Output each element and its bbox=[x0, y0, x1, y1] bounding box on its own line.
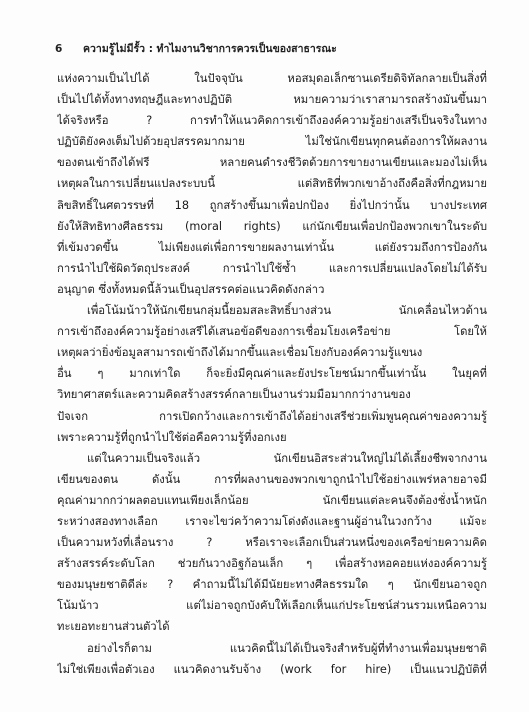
paragraph bbox=[57, 448, 487, 638]
text-line: ปัจเจก การเปิดกว้างและการเข้าถึงได้อย่างเสรีช่วยเพิ่มพูนคุณค่าของความรู้ bbox=[57, 409, 487, 423]
text-line: อื่น ๆ มากเท่าใด ก็จะยิ่งมีคุณค่าและยังประโยชน์มากขึ้นเท่านั้น ในยุคที่ bbox=[57, 367, 487, 381]
text-line: สร้างสรรค์ระดับโลก ช่วยกันวางอิฐก้อนเล็ก ๆ เพื่อสร้างหอคอยแห่งองค์ความรู้ bbox=[57, 557, 487, 571]
running-header bbox=[55, 40, 495, 56]
text-line: อย่างไรก็ตาม แนวคิดนี้ไม่ได้เป็นจริงสำหรับผู้ที่ทำงานเพื่อมนุษยชาติ bbox=[87, 641, 487, 655]
text-line: ไม่ใช่เพียงเพื่อตัวเอง แนวคิดงานรับจ้าง (work for hire) เป็นแนวปฏิบัติที่ bbox=[57, 662, 487, 676]
running-title: ความรู้ไม่มีรั้ว : ทำไมงานวิชาการควรเป็นของสาธารณะ bbox=[83, 43, 337, 55]
text-line: เพราะความรู้ที่ถูกนำไปใช้ต่อคือความรู้ที่งอกเงย bbox=[57, 430, 287, 444]
text-line: ที่เข้มงวดขึ้น ไม่เพียงแต่เพื่อการขายผลงานเท่านั้น แต่ยังรวมถึงการป้องกัน bbox=[57, 240, 487, 254]
paragraph bbox=[57, 68, 487, 300]
text-line: ลิขสิทธิ์ในศตวรรษที่ 18 ถูกสร้างขึ้นมาเพื่อปกป้อง ยิ่งไปกว่านั้น บางประเทศ bbox=[57, 198, 487, 212]
body-text bbox=[57, 68, 487, 680]
text-line: เป็นความหวังที่เลื่อนราง ? หรือเราจะเลือกเป็นส่วนหนึ่งของเครือข่ายความคิด bbox=[57, 536, 487, 550]
text-line: ของตนเข้าถึงได้ฟรี หลายคนดำรงชีวิตด้วยการขายงานเขียนและมองไม่เห็น bbox=[57, 156, 487, 170]
text-line: เขียนของตน ดังนั้น การที่ผลงานของพวกเขาถูกนำไปใช้อย่างแพร่หลายอาจมี bbox=[57, 472, 487, 486]
text-line: เหตุผลในการเปลี่ยนแปลงระบบนี้ แต่สิทธิที่พวกเขาอ้างถึงคือสิ่งที่กฎหมาย bbox=[57, 177, 487, 191]
page-number: 6 bbox=[55, 43, 63, 55]
text-line: โน้มน้าว แต่ไม่อาจถูกบังคับให้เลือกเห็นแก่ประโยชน์ส่วนรวมเหนือความ bbox=[57, 599, 487, 613]
text-line: ระหว่างสองทางเลือก เราจะไขว่คว้าความโด่งดังและฐานผู้อ่านในวงกว้าง แม้จะ bbox=[57, 514, 487, 528]
text-line: ปฏิบัติยังคงเต็มไปด้วยอุปสรรคมากมาย ไม่ใช่นักเขียนทุกคนต้องการให้ผลงาน bbox=[57, 135, 487, 149]
text-line: เหตุผลว่ายิ่งข้อมูลสามารถเข้าถึงได้มากขึ้นและเชื่อมโยงกับองค์ความรู้แขนง bbox=[57, 346, 423, 360]
text-line: คุณค่ามากกว่าผลตอบแทนเพียงเล็กน้อย นักเขียนแต่ละคนจึงต้องชั่งน้ำหนัก bbox=[57, 493, 487, 507]
text-line: แต่ในความเป็นจริงแล้ว นักเขียนอิสระส่วนใหญ่ไม่ได้เลี้ยงชีพจากงาน bbox=[87, 451, 487, 465]
text-line: อนุญาต ซึ่งทั้งหมดนี้ล้วนเป็นอุปสรรคต่อแนวคิดดังกล่าว bbox=[57, 282, 325, 296]
text-line: วิทยาศาสตร์และความคิดสร้างสรรค์กลายเป็นงานร่วมมือมากกว่างานของ bbox=[57, 388, 411, 402]
text-line: เป็นไปได้ทั้งทางทฤษฎีและทางปฏิบัติ หมายความว่าเราสามารถสร้างมันขึ้นมา bbox=[57, 93, 487, 107]
text-line: การนำไปใช้ผิดวัตถุประสงค์ การนำไปใช้ซ้ำ และการเปลี่ยนแปลงโดยไม่ได้รับ bbox=[57, 261, 487, 275]
text-line: ยังให้สิทธิทางศีลธรรม (moral rights) แก่นักเขียนเพื่อปกป้องพวกเขาในระดับ bbox=[57, 219, 487, 233]
text-line: เพื่อโน้มน้าวให้นักเขียนกลุ่มนี้ยอมสละสิทธิ์บางส่วน นักเคลื่อนไหวด้าน bbox=[87, 304, 487, 318]
text-line: ของมนุษยชาติดีล่ะ ? คำถามนี้ไม่ได้มีนัยยะทางศีลธรรมใด ๆ นักเขียนอาจถูก bbox=[57, 578, 487, 592]
text-line: แห่งความเป็นไปได้ ในปัจจุบัน หอสมุดอเล็กซานเดรียดิจิทัลกลายเป็นสิ่งที่ bbox=[57, 72, 487, 85]
text-line: ได้จริงหรือ ? การทำให้แนวคิดการเข้าถึงองค์ความรู้อย่างเสรีเป็นจริงในทาง bbox=[57, 114, 487, 128]
paragraph bbox=[57, 638, 487, 680]
text-line: ทะเยอทะยานส่วนตัวได้ bbox=[57, 620, 170, 634]
paragraph bbox=[57, 300, 487, 448]
text-line: การเข้าถึงองค์ความรู้อย่างเสรีได้เสนอข้อดีของการเชื่อมโยงเครือข่าย โดยให้ bbox=[57, 325, 487, 339]
